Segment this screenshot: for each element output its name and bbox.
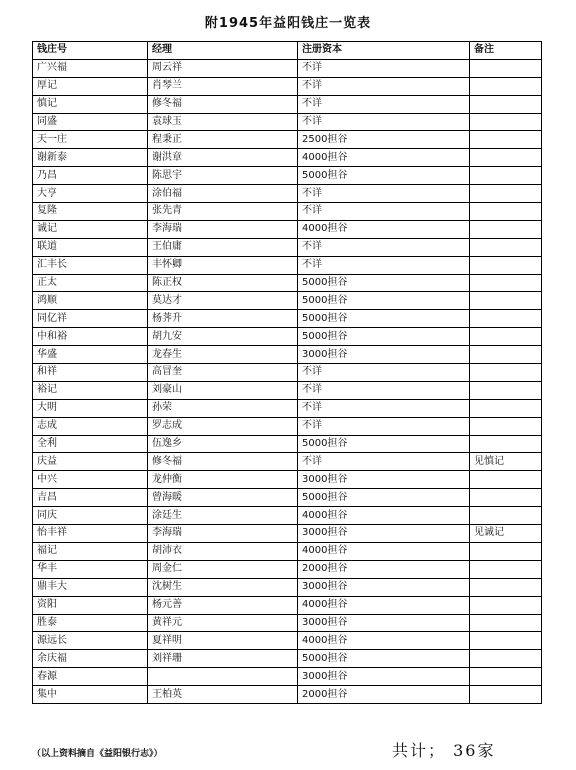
cell-capital: 5000担谷 xyxy=(298,274,470,292)
cell-capital: 5000担谷 xyxy=(298,435,470,453)
cell-shop-name: 源远长 xyxy=(33,632,148,650)
cell-shop-name: 华盛 xyxy=(33,346,148,364)
cell-capital: 5000担谷 xyxy=(298,292,470,310)
cell-remark xyxy=(470,238,542,256)
cell-shop-name: 志成 xyxy=(33,417,148,435)
cell-manager: 李海瑞 xyxy=(148,525,298,543)
cell-manager: 王伯庸 xyxy=(148,238,298,256)
cell-remark: 见诚记 xyxy=(470,525,542,543)
cell-shop-name: 广兴福 xyxy=(33,59,148,77)
table-row xyxy=(33,220,542,238)
cell-capital: 不详 xyxy=(298,453,470,471)
cell-remark xyxy=(470,292,542,310)
table-row xyxy=(33,650,542,668)
cell-manager: 肖琴兰 xyxy=(148,77,298,95)
cell-remark xyxy=(470,381,542,399)
cell-capital: 不详 xyxy=(298,417,470,435)
cell-shop-name: 集中 xyxy=(33,686,148,704)
cell-manager: 龙春生 xyxy=(148,346,298,364)
cell-shop-name: 同盛 xyxy=(33,113,148,131)
table-title: 附1945年益阳钱庄一览表 xyxy=(204,16,372,31)
cell-remark xyxy=(470,131,542,149)
header-remark: 备注 xyxy=(470,42,542,60)
cell-shop-name: 厚记 xyxy=(33,77,148,95)
cell-capital: 2500担谷 xyxy=(298,131,470,149)
cell-shop-name: 同庆 xyxy=(33,507,148,525)
cell-capital: 5000担谷 xyxy=(298,167,470,185)
cell-remark xyxy=(470,220,542,238)
cell-remark xyxy=(470,310,542,328)
cell-remark xyxy=(470,489,542,507)
cell-capital: 3000担谷 xyxy=(298,614,470,632)
cell-remark xyxy=(470,650,542,668)
table-row xyxy=(33,686,542,704)
table-row xyxy=(33,668,542,686)
cell-capital: 不详 xyxy=(298,185,470,203)
table-row xyxy=(33,113,542,131)
cell-manager: 周金仁 xyxy=(148,560,298,578)
cell-remark xyxy=(470,149,542,167)
cell-capital: 4000担谷 xyxy=(298,149,470,167)
table-row xyxy=(33,560,542,578)
table-row xyxy=(33,578,542,596)
cell-shop-name: 联道 xyxy=(33,238,148,256)
cell-manager: 张先青 xyxy=(148,203,298,221)
cell-shop-name: 天一庄 xyxy=(33,131,148,149)
cell-capital: 3000担谷 xyxy=(298,525,470,543)
cell-capital: 不详 xyxy=(298,113,470,131)
table-row xyxy=(33,238,542,256)
cell-shop-name: 庆益 xyxy=(33,453,148,471)
cell-remark xyxy=(470,328,542,346)
cell-remark xyxy=(470,668,542,686)
cell-shop-name: 怡丰祥 xyxy=(33,525,148,543)
table-row xyxy=(33,95,542,113)
cell-manager: 周云祥 xyxy=(148,59,298,77)
cell-manager: 孙荣 xyxy=(148,399,298,417)
table-row xyxy=(33,149,542,167)
table-row xyxy=(33,507,542,525)
cell-manager: 程秉正 xyxy=(148,131,298,149)
table-row xyxy=(33,471,542,489)
header-shop-name: 钱庄号 xyxy=(33,42,148,60)
cell-manager: 袁球玉 xyxy=(148,113,298,131)
cell-remark xyxy=(470,346,542,364)
cell-manager: 李海瑞 xyxy=(148,220,298,238)
cell-shop-name: 余庆福 xyxy=(33,650,148,668)
cell-remark xyxy=(470,542,542,560)
table-row xyxy=(33,203,542,221)
cell-capital: 4000担谷 xyxy=(298,507,470,525)
cell-shop-name: 大明 xyxy=(33,399,148,417)
cell-shop-name: 中兴 xyxy=(33,471,148,489)
table-row xyxy=(33,489,542,507)
header-row xyxy=(33,42,542,60)
total-count: 共计； 36家 xyxy=(392,741,496,760)
cell-remark xyxy=(470,185,542,203)
cell-remark xyxy=(470,256,542,274)
table-row xyxy=(33,256,542,274)
cell-remark xyxy=(470,77,542,95)
cell-remark xyxy=(470,632,542,650)
money-shop-table xyxy=(32,41,542,704)
cell-manager xyxy=(148,668,298,686)
table-row xyxy=(33,328,542,346)
table-row xyxy=(33,292,542,310)
cell-manager: 涂伯福 xyxy=(148,185,298,203)
table-row xyxy=(33,399,542,417)
cell-shop-name: 慎记 xyxy=(33,95,148,113)
cell-capital: 2000担谷 xyxy=(298,560,470,578)
table-row xyxy=(33,167,542,185)
cell-shop-name: 福记 xyxy=(33,542,148,560)
cell-remark xyxy=(470,113,542,131)
cell-manager: 胡九安 xyxy=(148,328,298,346)
cell-capital: 3000担谷 xyxy=(298,471,470,489)
cell-shop-name: 裕记 xyxy=(33,381,148,399)
cell-shop-name: 大亨 xyxy=(33,185,148,203)
cell-shop-name: 汇丰长 xyxy=(33,256,148,274)
table-row xyxy=(33,364,542,382)
table-row xyxy=(33,131,542,149)
table-row xyxy=(33,417,542,435)
cell-manager: 修冬福 xyxy=(148,95,298,113)
cell-capital: 4000担谷 xyxy=(298,596,470,614)
cell-shop-name: 诚记 xyxy=(33,220,148,238)
cell-remark xyxy=(470,364,542,382)
cell-manager: 龙仲衡 xyxy=(148,471,298,489)
cell-capital: 5000担谷 xyxy=(298,650,470,668)
cell-capital: 不详 xyxy=(298,381,470,399)
cell-remark xyxy=(470,274,542,292)
cell-remark xyxy=(470,203,542,221)
cell-capital: 5000担谷 xyxy=(298,328,470,346)
cell-remark xyxy=(470,507,542,525)
cell-remark xyxy=(470,578,542,596)
cell-shop-name: 鼎丰大 xyxy=(33,578,148,596)
table-row xyxy=(33,346,542,364)
cell-manager: 丰怀卿 xyxy=(148,256,298,274)
cell-remark xyxy=(470,471,542,489)
cell-shop-name: 复隆 xyxy=(33,203,148,221)
cell-manager: 沈树生 xyxy=(148,578,298,596)
cell-shop-name: 正太 xyxy=(33,274,148,292)
cell-remark: 见慎记 xyxy=(470,453,542,471)
cell-remark xyxy=(470,560,542,578)
cell-manager: 陈思宇 xyxy=(148,167,298,185)
cell-manager: 刘祥珊 xyxy=(148,650,298,668)
table-row xyxy=(33,596,542,614)
cell-remark xyxy=(470,399,542,417)
table-row xyxy=(33,435,542,453)
cell-capital: 不详 xyxy=(298,238,470,256)
cell-manager: 陈正权 xyxy=(148,274,298,292)
table-row xyxy=(33,542,542,560)
cell-manager: 黄祥元 xyxy=(148,614,298,632)
cell-shop-name: 全利 xyxy=(33,435,148,453)
header-capital: 注册资本 xyxy=(298,42,470,60)
cell-capital: 3000担谷 xyxy=(298,668,470,686)
cell-shop-name: 华丰 xyxy=(33,560,148,578)
cell-manager: 谢洪章 xyxy=(148,149,298,167)
cell-capital: 不详 xyxy=(298,256,470,274)
table-row xyxy=(33,185,542,203)
cell-remark xyxy=(470,167,542,185)
table-row xyxy=(33,453,542,471)
cell-manager: 高冒奎 xyxy=(148,364,298,382)
cell-capital: 4000担谷 xyxy=(298,542,470,560)
cell-capital: 5000担谷 xyxy=(298,310,470,328)
cell-shop-name: 乃昌 xyxy=(33,167,148,185)
cell-manager: 曾海暖 xyxy=(148,489,298,507)
table-row xyxy=(33,274,542,292)
cell-manager: 杨荠升 xyxy=(148,310,298,328)
cell-shop-name: 资阳 xyxy=(33,596,148,614)
cell-remark xyxy=(470,59,542,77)
cell-manager: 杨元善 xyxy=(148,596,298,614)
cell-manager: 王柏英 xyxy=(148,686,298,704)
source-note: （以上资料摘自《益阳银行志》） xyxy=(32,749,163,759)
cell-remark xyxy=(470,417,542,435)
table-row xyxy=(33,310,542,328)
cell-shop-name: 春源 xyxy=(33,668,148,686)
cell-manager: 修冬福 xyxy=(148,453,298,471)
cell-manager: 刘豪山 xyxy=(148,381,298,399)
table-row xyxy=(33,381,542,399)
cell-shop-name: 吉昌 xyxy=(33,489,148,507)
cell-capital: 3000担谷 xyxy=(298,346,470,364)
table-row xyxy=(33,525,542,543)
table-row xyxy=(33,632,542,650)
cell-manager: 夏祥明 xyxy=(148,632,298,650)
cell-remark xyxy=(470,686,542,704)
cell-capital: 不详 xyxy=(298,59,470,77)
cell-manager: 罗志成 xyxy=(148,417,298,435)
cell-remark xyxy=(470,95,542,113)
cell-remark xyxy=(470,614,542,632)
table-row xyxy=(33,614,542,632)
cell-capital: 不详 xyxy=(298,203,470,221)
cell-shop-name: 鸿顺 xyxy=(33,292,148,310)
cell-remark xyxy=(470,435,542,453)
cell-capital: 4000担谷 xyxy=(298,632,470,650)
cell-manager: 胡沛衣 xyxy=(148,542,298,560)
cell-capital: 4000担谷 xyxy=(298,220,470,238)
cell-capital: 3000担谷 xyxy=(298,578,470,596)
cell-capital: 不详 xyxy=(298,95,470,113)
cell-shop-name: 和祥 xyxy=(33,364,148,382)
table-row xyxy=(33,77,542,95)
cell-shop-name: 谢新泰 xyxy=(33,149,148,167)
cell-capital: 2000担谷 xyxy=(298,686,470,704)
table-row xyxy=(33,59,542,77)
cell-capital: 5000担谷 xyxy=(298,489,470,507)
cell-capital: 不详 xyxy=(298,364,470,382)
cell-capital: 不详 xyxy=(298,77,470,95)
cell-shop-name: 同亿祥 xyxy=(33,310,148,328)
cell-remark xyxy=(470,596,542,614)
cell-manager: 伍逸乡 xyxy=(148,435,298,453)
header-manager: 经理 xyxy=(148,42,298,60)
cell-manager: 莫达才 xyxy=(148,292,298,310)
cell-shop-name: 中和裕 xyxy=(33,328,148,346)
cell-manager: 涂廷生 xyxy=(148,507,298,525)
cell-shop-name: 胜泰 xyxy=(33,614,148,632)
cell-capital: 不详 xyxy=(298,399,470,417)
